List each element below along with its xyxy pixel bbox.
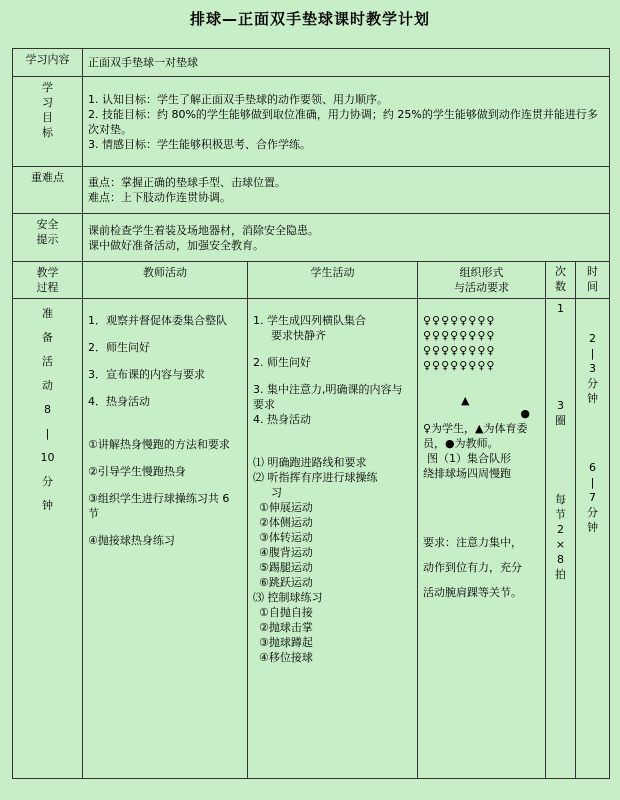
page-title: 排球—正面双手垫球课时教学计划 <box>189 10 430 28</box>
student-warmup-3: ⑶ 控制球练习 <box>253 591 323 604</box>
teacher-step-2: 2．师生问好 <box>88 341 150 354</box>
teacher-step-3: 3．宣布课的内容与要求 <box>88 368 205 381</box>
keypoints-content: 重点：掌握正确的垫球手型、击球位置。 难点：上下肢动作连贯协调。 <box>83 167 610 214</box>
exercise-3: ③体转运动 <box>259 531 313 544</box>
objective-skill: 2. 技能目标：约 80%的学生能够做到取位准确，用力协调；约 25%的学生能够做到动作连贯并能进行多次对垫。 <box>88 107 598 136</box>
objectives-content <box>83 77 610 167</box>
exercise-6: ⑥跳跃运动 <box>259 576 313 589</box>
header-count: 次 数 <box>546 262 576 299</box>
safety-content: 课前检查学生着装及场地器材，消除安全隐患。 课中做好准备活动，加强安全教育。 <box>83 214 610 262</box>
ball-control-1: ①自抛自接 <box>259 606 313 619</box>
keypoints-label: 重难点 <box>13 167 83 214</box>
formation-row-3: ♀♀♀♀♀♀♀♀ <box>423 344 496 357</box>
teacher-activities <box>83 299 248 779</box>
teacher-warmup-1: ①讲解热身慢跑的方法和要求 <box>88 438 230 451</box>
formation-caption-1: 图（1）集合队形 <box>427 452 511 465</box>
student-step-1: 1. 学生成四列横队集合 <box>253 314 366 327</box>
stage-label: 准 备 活 动 8 | 10 分 钟 <box>13 299 83 779</box>
requirement-1: 要求：注意力集中， <box>423 536 522 549</box>
process-header-row <box>13 262 610 299</box>
exercise-2: ②体侧运动 <box>259 516 313 529</box>
safety-label: 安全 提示 <box>13 214 83 262</box>
time-cell: 2 | 3 分 钟 6 | 7 分 钟 <box>576 299 610 779</box>
ball-control-2: ②抛球击掌 <box>259 621 313 634</box>
student-warmup-1: ⑴ 明确跑进路线和要求 <box>253 456 367 469</box>
requirement-3: 活动腕肩踝等关节。 <box>423 586 522 599</box>
header-process: 教学 过程 <box>13 262 83 299</box>
formation-legend: ♀为学生，▲为体育委员，●为教师。 <box>423 422 528 450</box>
safety-row <box>13 214 610 262</box>
student-step-4: 4. 热身活动 <box>253 413 311 426</box>
formation-row-2: ♀♀♀♀♀♀♀♀ <box>423 329 496 342</box>
teacher-warmup-4: ④抛接球热身练习 <box>88 534 175 547</box>
header-teacher: 教师活动 <box>83 262 248 299</box>
monitor-triangle-icon: ▲ <box>461 394 470 407</box>
teacher-warmup-3: ③组织学生进行球操练习共 6 节 <box>88 492 230 520</box>
student-warmup-2: ⑵ 听指挥有序进行球操练 <box>253 471 378 484</box>
formation-caption-2: 绕排球场四周慢跑 <box>423 467 511 480</box>
header-organization: 组织形式 与活动要求 <box>418 262 546 299</box>
formation-diagram <box>423 313 540 421</box>
exercise-5: ⑤踢腿运动 <box>259 561 313 574</box>
content-row <box>13 49 610 77</box>
exercise-1: ①伸展运动 <box>259 501 313 514</box>
header-time: 时 间 <box>576 262 610 299</box>
count-cell: 1 3 圈 每 节 2 × 8 拍 <box>546 299 576 779</box>
student-step-2: 2. 师生问好 <box>253 356 311 369</box>
formation-row-1: ♀♀♀♀♀♀♀♀ <box>423 314 496 327</box>
student-activities: 1. 学生成四列横队集合 要求快静齐 2. 师生问好 3. 集中注意力,明确课的内容与要求 4. 热身活动 ⑴ 明确跑进路线和要求 ⑵ 听指挥有序进行球操练 习 ①伸展运动 ②体侧运动 ③体转运动 ④腹背运动 ⑤踢腿运动 ⑥跳跃运动 ⑶ 控制球练习 ①自抛自接 ②抛球击掌 ③抛球蹲起 ④移位接球 <box>248 299 418 779</box>
organization-cell <box>418 299 546 779</box>
warmup-row <box>13 299 610 779</box>
lesson-plan-table <box>12 48 610 779</box>
teacher-step-4: 4．热身活动 <box>88 395 150 408</box>
content-value: 正面双手垫球一对垫球 <box>83 49 610 77</box>
student-step-3: 3. 集中注意力,明确课的内容与要求 <box>253 383 403 411</box>
ball-control-3: ③抛球蹲起 <box>259 636 313 649</box>
keypoints-row <box>13 167 610 214</box>
objective-affective: 3. 情感目标：学生能够积极思考、合作学练。 <box>88 137 311 151</box>
teacher-step-1: 1．观察并督促体委集合整队 <box>88 314 227 327</box>
header-student: 学生活动 <box>248 262 418 299</box>
requirement-2: 动作到位有力，充分 <box>423 561 522 574</box>
teacher-dot-icon: ● <box>520 407 530 420</box>
formation-row-4: ♀♀♀♀♀♀♀♀ <box>423 359 496 372</box>
ball-control-4: ④移位接球 <box>259 651 313 664</box>
content-label: 学习内容 <box>13 49 83 77</box>
objective-cognitive: 1. 认知目标：学生了解正面双手垫球的动作要领、用力顺序。 <box>88 92 388 106</box>
count-1: 1 <box>557 302 564 315</box>
objectives-row <box>13 77 610 167</box>
objectives-label: 学 习 目 标 <box>13 77 83 167</box>
exercise-4: ④腹背运动 <box>259 546 313 559</box>
teacher-warmup-2: ②引导学生慢跑热身 <box>88 465 186 478</box>
